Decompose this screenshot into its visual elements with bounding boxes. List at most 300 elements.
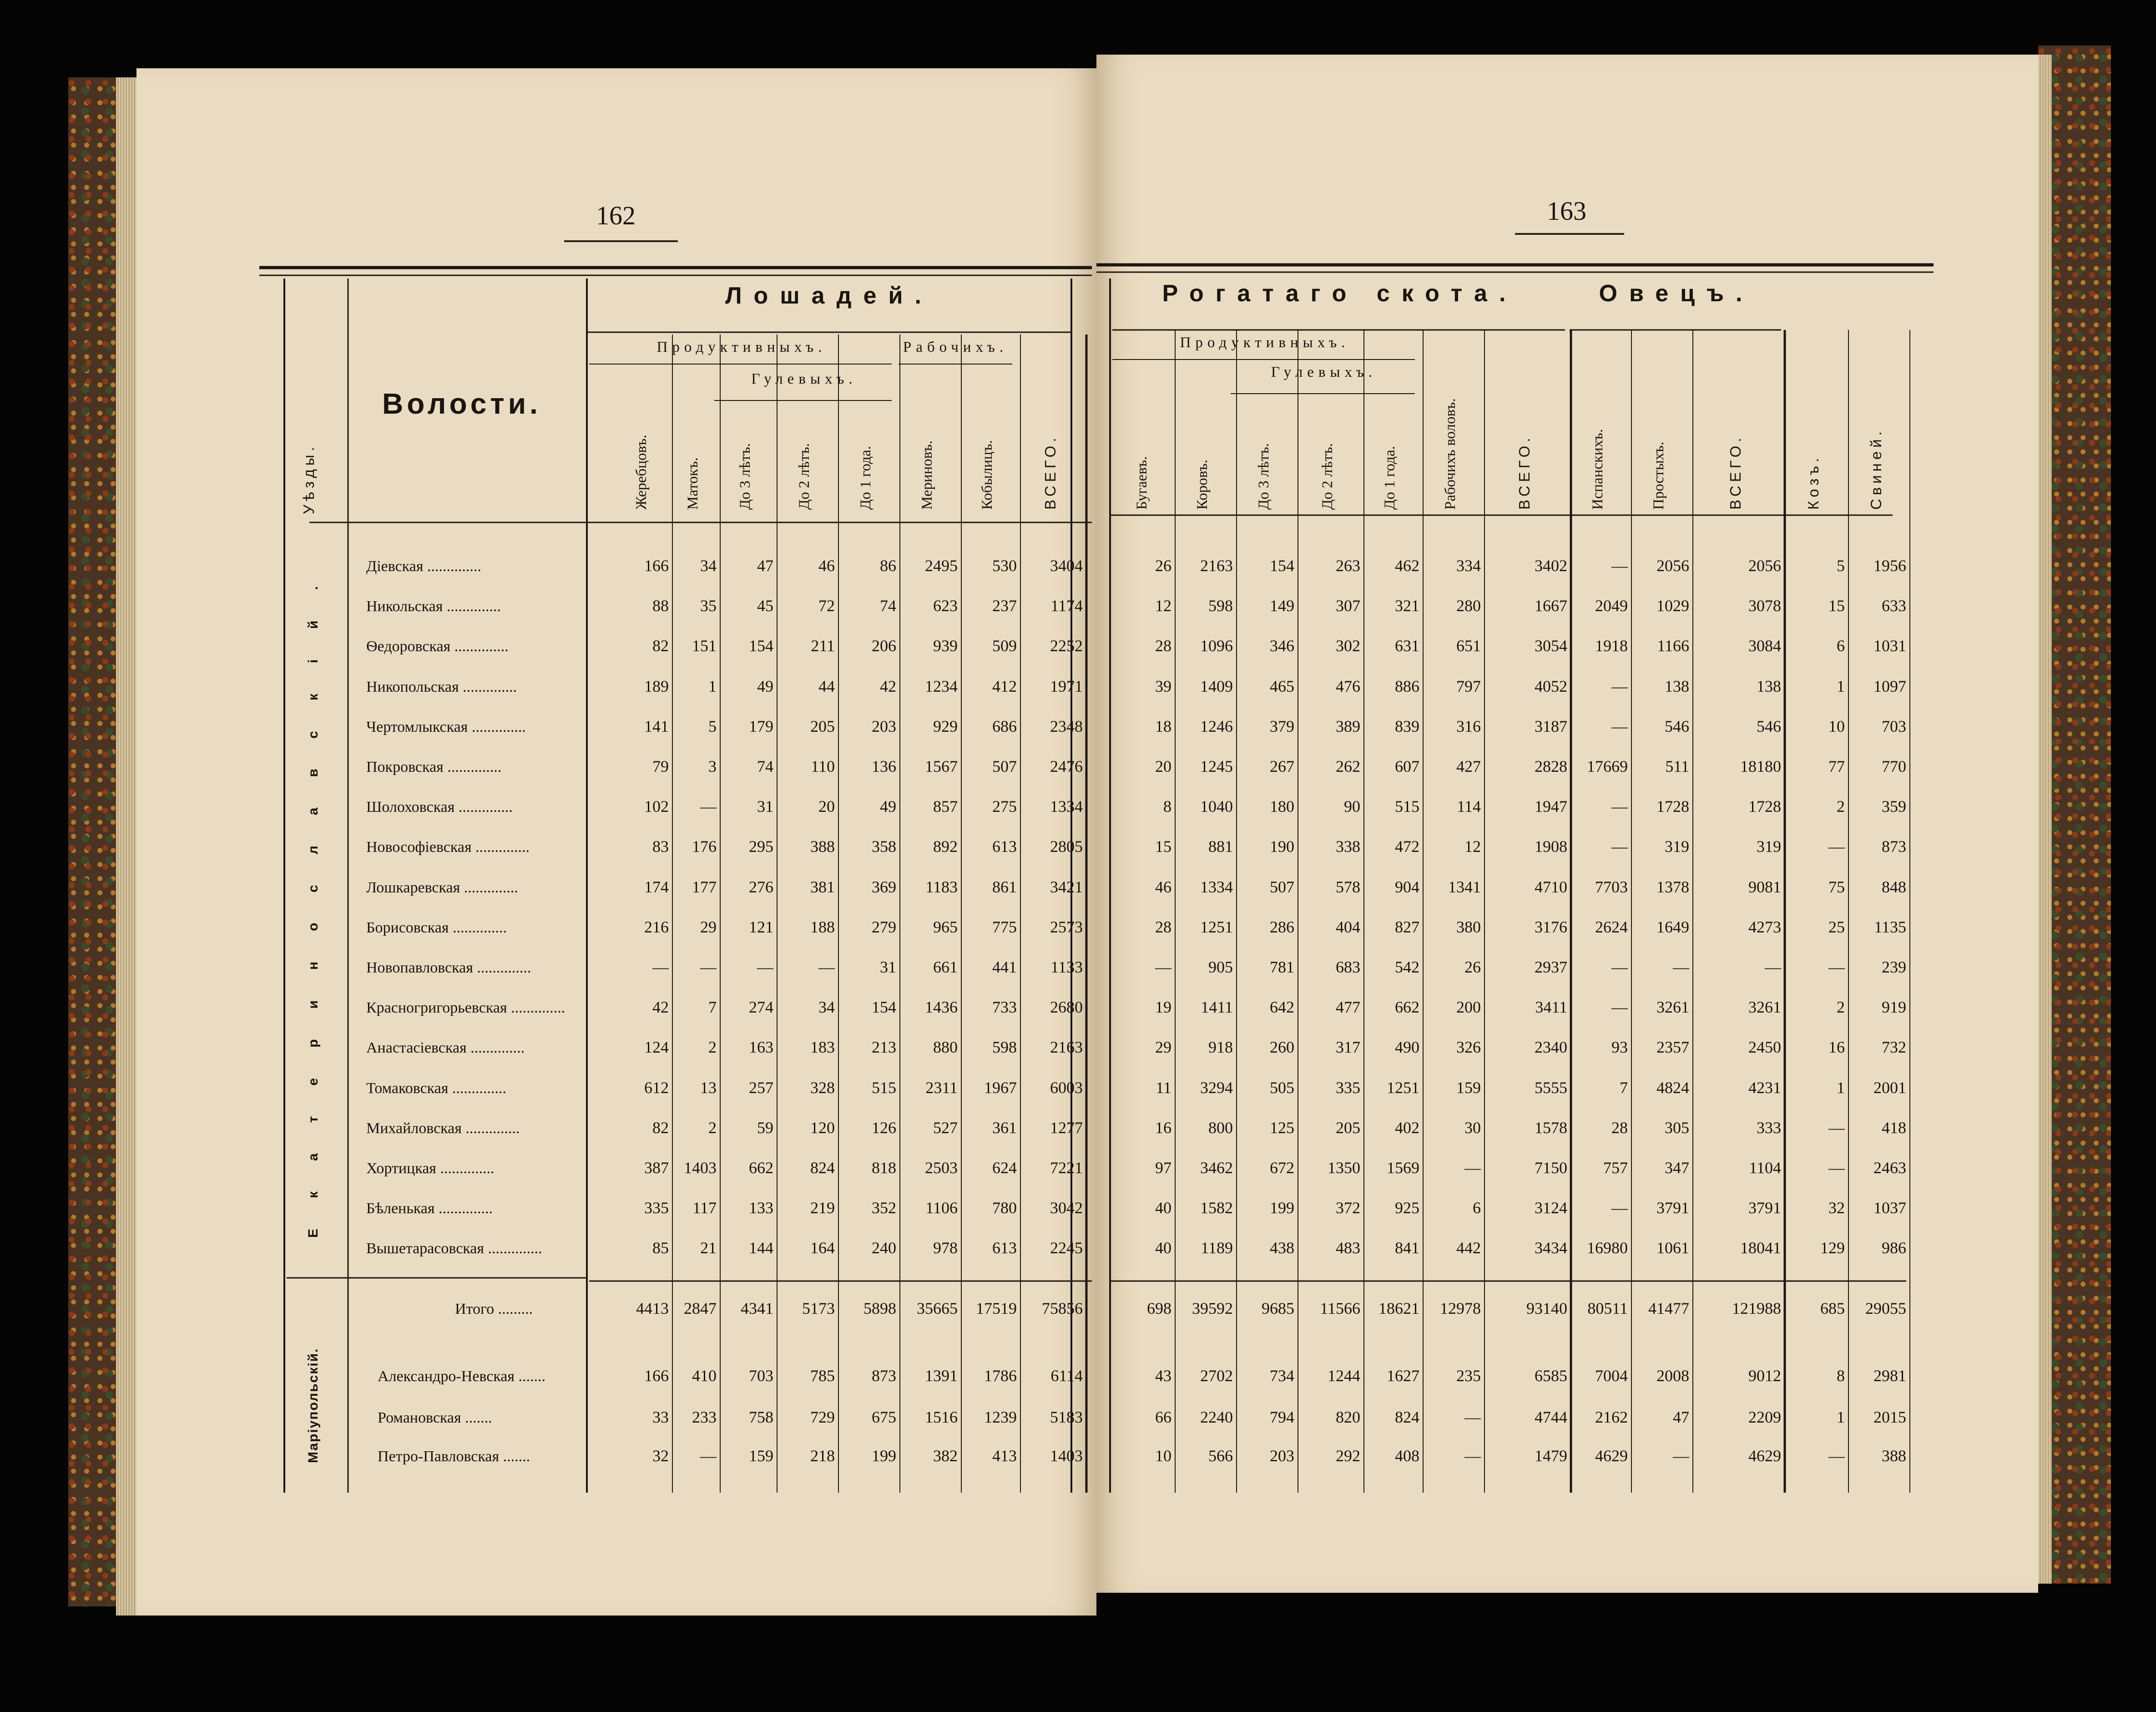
row-10-cell-12: 542: [1395, 958, 1419, 976]
row-4-cell-11: 389: [1336, 717, 1360, 735]
row-2-cell-15: 1918: [1595, 637, 1628, 655]
row-3-cell-11: 476: [1336, 677, 1360, 695]
row-2-cell-2: 154: [749, 637, 773, 655]
row-11-cell-17: 3261: [1748, 998, 1781, 1017]
header-col-18: Козъ.: [1805, 454, 1822, 510]
row-1-cell-9: 598: [1208, 597, 1233, 615]
row-8-cell-1: 177: [692, 877, 717, 896]
row-12-cell-16: 2357: [1656, 1038, 1689, 1057]
row-3-cell-17: 138: [1757, 677, 1781, 695]
row-2-cell-18: 6: [1837, 637, 1845, 655]
row-4-cell-12: 839: [1395, 717, 1419, 735]
row-8-cell-2: 276: [749, 877, 773, 896]
row-11-cell-5: 1436: [925, 998, 958, 1017]
row2-2-cell-14: 1479: [1535, 1447, 1567, 1465]
row-16-cell-12: 925: [1395, 1199, 1419, 1217]
row2-1-cell-17: 2209: [1748, 1408, 1781, 1426]
row-3-cell-14: 4052: [1535, 677, 1567, 695]
row2-1-cell-10: 794: [1270, 1408, 1294, 1426]
row-1-cell-2: 45: [757, 597, 773, 615]
header-col-7: ВСЕГО.: [1041, 434, 1059, 510]
header-col-14: ВСЕГО.: [1516, 434, 1533, 510]
row-7-cell-14: 1908: [1535, 837, 1567, 856]
row2-2-cell-9: 566: [1208, 1447, 1233, 1465]
row-7-cell-18: —: [1828, 837, 1845, 856]
row-4-cell-4: 203: [872, 717, 896, 735]
row2-1-cell-19: 2015: [1873, 1408, 1906, 1426]
row2-2-cell-12: 408: [1395, 1447, 1419, 1465]
row-8-cell-18: 75: [1828, 877, 1845, 896]
row-17-cell-3: 164: [810, 1239, 835, 1257]
row-5-cell-4: 136: [872, 757, 896, 775]
row-5-cell-16: 511: [1665, 757, 1689, 775]
row-15-cell-3: 824: [810, 1159, 835, 1177]
row-5-name: Покровская ..............: [366, 759, 502, 775]
row-6-cell-5: 857: [933, 797, 958, 816]
row-2-cell-10: 346: [1270, 637, 1294, 655]
row-1-cell-11: 307: [1336, 597, 1360, 615]
row-3-cell-10: 465: [1270, 677, 1294, 695]
row-12-cell-8: 29: [1155, 1038, 1171, 1057]
header-col-1: Матокъ.: [684, 457, 701, 510]
row-14-cell-16: 305: [1665, 1118, 1689, 1137]
header-col-3: До 2 лѣтъ.: [796, 443, 813, 510]
row-11-cell-13: 200: [1456, 998, 1481, 1017]
row-15-name: Хортицкая ..............: [366, 1160, 495, 1177]
row-14-cell-5: 527: [933, 1118, 958, 1137]
row-12-cell-15: 93: [1611, 1038, 1628, 1057]
row-6-cell-12: 515: [1395, 797, 1419, 816]
row-0-cell-14: 3402: [1535, 557, 1567, 575]
header-col-11: До 2 лѣтъ.: [1319, 443, 1336, 510]
row2-1-cell-15: 2162: [1595, 1408, 1628, 1426]
row-6-cell-6: 275: [992, 797, 1017, 816]
row-2-cell-19: 1031: [1873, 637, 1906, 655]
row2-2-cell-7: 1403: [1050, 1447, 1083, 1465]
row-13-cell-9: 3294: [1200, 1078, 1233, 1097]
row-0-cell-7: 3404: [1050, 557, 1083, 575]
row-4-name: Чертомлыкская ..............: [366, 718, 526, 735]
row-2-cell-12: 631: [1395, 637, 1419, 655]
row-14-cell-4: 126: [872, 1118, 896, 1137]
row-8-cell-12: 904: [1395, 877, 1419, 896]
row-4-cell-6: 686: [992, 717, 1017, 735]
row-5-cell-13: 427: [1456, 757, 1481, 775]
row-16-cell-1: 117: [692, 1199, 717, 1217]
district-mariupol: Маріупольскій.: [306, 1347, 321, 1463]
row-17-cell-2: 144: [749, 1239, 773, 1257]
row-2-cell-17: 3084: [1748, 637, 1781, 655]
row-11-cell-18: 2: [1837, 998, 1845, 1017]
row-15-cell-19: 2463: [1873, 1159, 1906, 1177]
header-col-16: Простыхъ.: [1650, 441, 1667, 510]
row-6-cell-1: —: [700, 797, 717, 816]
row-9-cell-1: 29: [700, 917, 717, 936]
row-0-cell-17: 2056: [1748, 557, 1781, 575]
row-5-cell-2: 74: [757, 757, 773, 775]
row-4-cell-1: 5: [708, 717, 717, 735]
row-8-cell-7: 3421: [1050, 877, 1083, 896]
row-1-cell-17: 3078: [1748, 597, 1781, 615]
row-6-cell-4: 49: [880, 797, 896, 816]
row-9-cell-6: 775: [992, 917, 1017, 936]
row-15-cell-7: 7221: [1050, 1159, 1083, 1177]
row-4-cell-10: 379: [1270, 717, 1294, 735]
row-17-cell-14: 3434: [1535, 1239, 1567, 1257]
row-16-cell-6: 780: [992, 1199, 1017, 1217]
row-17-cell-4: 240: [872, 1239, 896, 1257]
row-5-cell-12: 607: [1395, 757, 1419, 775]
row-14-cell-17: 333: [1757, 1118, 1781, 1137]
row-7-cell-1: 176: [692, 837, 717, 856]
row-12-cell-18: 16: [1828, 1038, 1845, 1057]
row2-2-cell-15: 4629: [1595, 1447, 1628, 1465]
row-9-cell-5: 965: [933, 917, 958, 936]
row-14-cell-13: 30: [1464, 1118, 1481, 1137]
row-8-cell-8: 46: [1155, 877, 1171, 896]
row-13-cell-7: 6003: [1050, 1078, 1083, 1097]
row-8-cell-10: 507: [1270, 877, 1294, 896]
header-horses-gulevye: Гулевыхъ.: [751, 371, 857, 387]
row-0-cell-0: 166: [644, 557, 669, 575]
row-17-cell-5: 978: [933, 1239, 958, 1257]
row-8-cell-19: 848: [1882, 877, 1906, 896]
row-total-cell-9: 39592: [1192, 1299, 1233, 1317]
row-3-cell-1: 1: [708, 677, 717, 695]
row-14-cell-9: 800: [1208, 1118, 1233, 1137]
row-1-cell-19: 633: [1882, 597, 1906, 615]
row2-0-cell-8: 43: [1155, 1367, 1171, 1385]
row-12-cell-1: 2: [708, 1038, 717, 1057]
row2-0-cell-6: 1786: [984, 1367, 1017, 1385]
row-6-cell-3: 20: [818, 797, 835, 816]
district-ekaterinoslav: Екатеринославскій.: [306, 556, 321, 1238]
row-1-cell-18: 15: [1828, 597, 1845, 615]
row2-1-cell-6: 1239: [984, 1408, 1017, 1426]
row-10-cell-2: —: [757, 958, 773, 976]
row-6-cell-8: 8: [1163, 797, 1171, 816]
header-col-9: Коровъ.: [1194, 460, 1211, 510]
row-7-cell-9: 881: [1208, 837, 1233, 856]
row-8-cell-0: 174: [644, 877, 669, 896]
row-13-cell-19: 2001: [1873, 1078, 1906, 1097]
row2-0-cell-16: 2008: [1656, 1367, 1689, 1385]
row-8-cell-6: 861: [992, 877, 1017, 896]
row-10-cell-17: —: [1765, 958, 1781, 976]
row-7-cell-15: —: [1611, 837, 1628, 856]
row-9-name: Борисовская ..............: [366, 919, 507, 936]
header-col-17: ВСЕГО.: [1727, 434, 1744, 510]
row-9-cell-18: 25: [1828, 917, 1845, 936]
row-16-cell-19: 1037: [1873, 1199, 1906, 1217]
row-12-cell-11: 317: [1336, 1038, 1360, 1057]
row-15-cell-8: 97: [1155, 1159, 1171, 1177]
row-15-cell-4: 818: [872, 1159, 896, 1177]
row-total-cell-1: 2847: [684, 1299, 717, 1317]
row2-2-cell-3: 218: [810, 1447, 835, 1465]
row-3-cell-12: 886: [1395, 677, 1419, 695]
row2-0-cell-17: 9012: [1748, 1367, 1781, 1385]
row-8-cell-5: 1183: [925, 877, 958, 896]
row-total-cell-14: 93140: [1526, 1299, 1567, 1317]
row-8-cell-14: 4710: [1535, 877, 1567, 896]
row-0-cell-16: 2056: [1656, 557, 1689, 575]
row-4-cell-3: 205: [810, 717, 835, 735]
header-cattle-productive: Продуктивныхъ.: [1180, 334, 1350, 351]
row-9-cell-2: 121: [749, 917, 773, 936]
row-13-cell-18: 1: [1837, 1078, 1845, 1097]
row2-1-cell-14: 4744: [1535, 1408, 1567, 1426]
row-7-cell-16: 319: [1665, 837, 1689, 856]
row-1-cell-14: 1667: [1535, 597, 1567, 615]
row-12-cell-2: 163: [749, 1038, 773, 1057]
row-2-cell-4: 206: [872, 637, 896, 655]
row-1-cell-13: 280: [1456, 597, 1481, 615]
row-4-cell-0: 141: [644, 717, 669, 735]
row2-1-cell-3: 729: [810, 1408, 835, 1426]
row-9-cell-7: 2573: [1050, 917, 1083, 936]
row-16-cell-15: —: [1611, 1199, 1628, 1217]
row-15-cell-13: —: [1464, 1159, 1481, 1177]
row-total-cell-13: 12978: [1440, 1299, 1481, 1317]
row2-0-cell-4: 873: [872, 1367, 896, 1385]
row-7-cell-3: 388: [810, 837, 835, 856]
row-15-cell-17: 1104: [1749, 1159, 1781, 1177]
row-4-cell-8: 18: [1155, 717, 1171, 735]
row-total-cell-4: 5898: [863, 1299, 896, 1317]
row-10-cell-9: 905: [1208, 958, 1233, 976]
row-15-cell-15: 757: [1603, 1159, 1628, 1177]
row2-0-cell-19: 2981: [1873, 1367, 1906, 1385]
row-11-cell-0: 42: [652, 998, 669, 1017]
row-12-cell-13: 326: [1456, 1038, 1481, 1057]
header-col-19: Свиней.: [1867, 428, 1884, 510]
row-12-cell-6: 598: [992, 1038, 1017, 1057]
header-col-15: Испанскихъ.: [1589, 429, 1606, 510]
row-3-cell-7: 1971: [1050, 677, 1083, 695]
row-17-cell-19: 986: [1882, 1239, 1906, 1257]
row-11-cell-8: 19: [1155, 998, 1171, 1017]
row-1-cell-12: 321: [1395, 597, 1419, 615]
header-cattle-gulevye: Гулевыхъ.: [1271, 364, 1377, 380]
row-14-cell-11: 205: [1336, 1118, 1360, 1137]
row-14-cell-3: 120: [810, 1118, 835, 1137]
row-4-cell-14: 3187: [1535, 717, 1567, 735]
row-16-cell-4: 352: [872, 1199, 896, 1217]
row-6-cell-17: 1728: [1748, 797, 1781, 816]
row-9-cell-15: 2624: [1595, 917, 1628, 936]
row2-1-cell-5: 1516: [925, 1408, 958, 1426]
row-3-cell-3: 44: [818, 677, 835, 695]
row-total-name: Итого .........: [455, 1301, 533, 1317]
row-17-cell-13: 442: [1456, 1239, 1481, 1257]
row2-1-cell-11: 820: [1336, 1408, 1360, 1426]
row-17-cell-12: 841: [1395, 1239, 1419, 1257]
row-1-cell-6: 237: [992, 597, 1017, 615]
row-0-cell-6: 530: [992, 557, 1017, 575]
row2-1-cell-16: 47: [1673, 1408, 1689, 1426]
row-11-cell-15: —: [1611, 998, 1628, 1017]
row-16-cell-5: 1106: [925, 1199, 958, 1217]
row-9-cell-3: 188: [810, 917, 835, 936]
row-11-cell-6: 733: [992, 998, 1017, 1017]
row-17-cell-10: 438: [1270, 1239, 1294, 1257]
row-0-cell-5: 2495: [925, 557, 958, 575]
row-5-cell-19: 770: [1882, 757, 1906, 775]
header-horses-work: Рабочихъ.: [903, 339, 1008, 355]
row-6-cell-10: 180: [1270, 797, 1294, 816]
row-total-cell-8: 698: [1147, 1299, 1171, 1317]
row2-2-cell-13: —: [1464, 1447, 1481, 1465]
row-4-cell-19: 703: [1882, 717, 1906, 735]
row-15-cell-14: 7150: [1535, 1159, 1567, 1177]
row-3-cell-8: 39: [1155, 677, 1171, 695]
row-8-name: Лошкаревская ..............: [366, 879, 518, 896]
row-7-cell-11: 338: [1336, 837, 1360, 856]
row-total-cell-11: 11566: [1320, 1299, 1360, 1317]
row-6-cell-19: 359: [1882, 797, 1906, 816]
row-12-cell-14: 2340: [1535, 1038, 1567, 1057]
header-col-6: Кобылицъ.: [979, 440, 995, 510]
row2-1-cell-9: 2240: [1200, 1408, 1233, 1426]
row-6-cell-14: 1947: [1535, 797, 1567, 816]
row-7-name: Новософіевская ..............: [366, 839, 530, 856]
row-7-cell-13: 12: [1464, 837, 1481, 856]
row-10-name: Новопавловская ..............: [366, 959, 531, 976]
row-9-cell-16: 1649: [1656, 917, 1689, 936]
page-number-left: 162: [596, 201, 636, 230]
row-16-cell-11: 372: [1336, 1199, 1360, 1217]
row-10-cell-4: 31: [880, 958, 896, 976]
row-4-cell-2: 179: [749, 717, 773, 735]
row2-0-cell-15: 7004: [1595, 1367, 1628, 1385]
row-15-cell-5: 2503: [925, 1159, 958, 1177]
row2-0-cell-18: 8: [1837, 1367, 1845, 1385]
header-horses-productive: Продуктивныхъ.: [656, 339, 827, 355]
row-9-cell-13: 380: [1456, 917, 1481, 936]
row-0-cell-11: 263: [1336, 557, 1360, 575]
row-14-cell-1: 2: [708, 1118, 717, 1137]
row-1-cell-15: 2049: [1595, 597, 1628, 615]
row-1-cell-10: 149: [1270, 597, 1294, 615]
row2-0-cell-5: 1391: [925, 1367, 958, 1385]
row-10-cell-8: —: [1155, 958, 1171, 976]
row-0-cell-12: 462: [1395, 557, 1419, 575]
row-12-name: Анастасіевская ..............: [366, 1039, 525, 1057]
row-13-cell-6: 1967: [984, 1078, 1017, 1097]
row2-1-name: Романовская .......: [378, 1409, 492, 1426]
row-10-cell-7: 1133: [1050, 958, 1083, 976]
row2-1-cell-8: 66: [1155, 1408, 1171, 1426]
row-17-cell-16: 1061: [1656, 1239, 1689, 1257]
row2-1-cell-7: 5183: [1050, 1408, 1083, 1426]
row-16-cell-13: 6: [1473, 1199, 1481, 1217]
header-col-0: Жеребцовъ.: [633, 435, 650, 510]
row-7-cell-12: 472: [1395, 837, 1419, 856]
row-1-name: Никольская ..............: [366, 598, 501, 615]
row-11-cell-9: 1411: [1201, 998, 1233, 1017]
page-number-right: 163: [1547, 196, 1586, 226]
row-16-cell-7: 3042: [1050, 1199, 1083, 1217]
row-12-cell-19: 732: [1882, 1038, 1906, 1057]
row-13-cell-3: 328: [810, 1078, 835, 1097]
row-17-cell-0: 85: [652, 1239, 669, 1257]
row-11-name: Красногригорьевская ..............: [366, 999, 566, 1017]
row-9-cell-12: 827: [1395, 917, 1419, 936]
row2-0-cell-0: 166: [644, 1367, 669, 1385]
row-total-cell-3: 5173: [802, 1299, 835, 1317]
row-17-name: Вышетарасовская ..............: [366, 1240, 542, 1257]
row-4-cell-13: 316: [1456, 717, 1481, 735]
row-1-cell-4: 74: [880, 597, 896, 615]
row-13-cell-1: 13: [700, 1078, 717, 1097]
row-2-cell-14: 3054: [1535, 637, 1567, 655]
header-col-13: Рабочихъ воловъ.: [1442, 398, 1459, 510]
row-14-cell-0: 82: [652, 1118, 669, 1137]
row-9-cell-17: 4273: [1748, 917, 1781, 936]
row-17-cell-15: 16980: [1587, 1239, 1628, 1257]
row-13-cell-14: 5555: [1535, 1078, 1567, 1097]
row-2-cell-11: 302: [1336, 637, 1360, 655]
row-5-cell-6: 507: [992, 757, 1017, 775]
row-3-cell-15: —: [1611, 677, 1628, 695]
row-0-cell-15: —: [1611, 557, 1628, 575]
row-5-cell-7: 2476: [1050, 757, 1083, 775]
row-3-cell-18: 1: [1837, 677, 1845, 695]
row-5-cell-9: 1245: [1200, 757, 1233, 775]
row-8-cell-4: 369: [872, 877, 896, 896]
row2-1-cell-1: 233: [692, 1408, 717, 1426]
row-16-cell-14: 3124: [1535, 1199, 1567, 1217]
row-total-cell-12: 18621: [1378, 1299, 1419, 1317]
row-9-cell-19: 1135: [1874, 917, 1906, 936]
row2-1-cell-13: —: [1464, 1408, 1481, 1426]
row2-0-cell-14: 6585: [1535, 1367, 1567, 1385]
row-16-cell-9: 1582: [1200, 1199, 1233, 1217]
row-11-cell-12: 662: [1395, 998, 1419, 1017]
row-2-cell-6: 509: [992, 637, 1017, 655]
row-2-cell-1: 151: [692, 637, 717, 655]
row2-2-cell-18: —: [1828, 1447, 1845, 1465]
row2-2-cell-2: 159: [749, 1447, 773, 1465]
row-10-cell-3: —: [818, 958, 835, 976]
row-13-cell-5: 2311: [925, 1078, 958, 1097]
row2-2-cell-8: 10: [1155, 1447, 1171, 1465]
row-11-cell-16: 3261: [1656, 998, 1689, 1017]
row-11-cell-3: 34: [818, 998, 835, 1017]
row2-2-cell-16: —: [1673, 1447, 1689, 1465]
row-9-cell-8: 28: [1155, 917, 1171, 936]
row-6-cell-0: 102: [644, 797, 669, 816]
row-12-cell-12: 490: [1395, 1038, 1419, 1057]
row2-0-cell-12: 1627: [1387, 1367, 1419, 1385]
row2-0-name: Александро-Невская .......: [378, 1368, 546, 1385]
row-8-cell-13: 1341: [1448, 877, 1481, 896]
row-6-cell-13: 114: [1457, 797, 1481, 816]
row-13-name: Томаковская ..............: [366, 1079, 506, 1097]
row-17-cell-1: 21: [700, 1239, 717, 1257]
row-16-name: Бѣленькая ..............: [366, 1200, 493, 1217]
row-3-cell-6: 412: [992, 677, 1017, 695]
row2-2-cell-17: 4629: [1748, 1447, 1781, 1465]
row-1-cell-5: 623: [933, 597, 958, 615]
row-17-cell-9: 1189: [1201, 1239, 1233, 1257]
row-4-cell-7: 2348: [1050, 717, 1083, 735]
row-7-cell-6: 613: [992, 837, 1017, 856]
row-17-cell-17: 18041: [1740, 1239, 1781, 1257]
row2-2-cell-5: 382: [933, 1447, 958, 1465]
row-11-cell-7: 2680: [1050, 998, 1083, 1017]
